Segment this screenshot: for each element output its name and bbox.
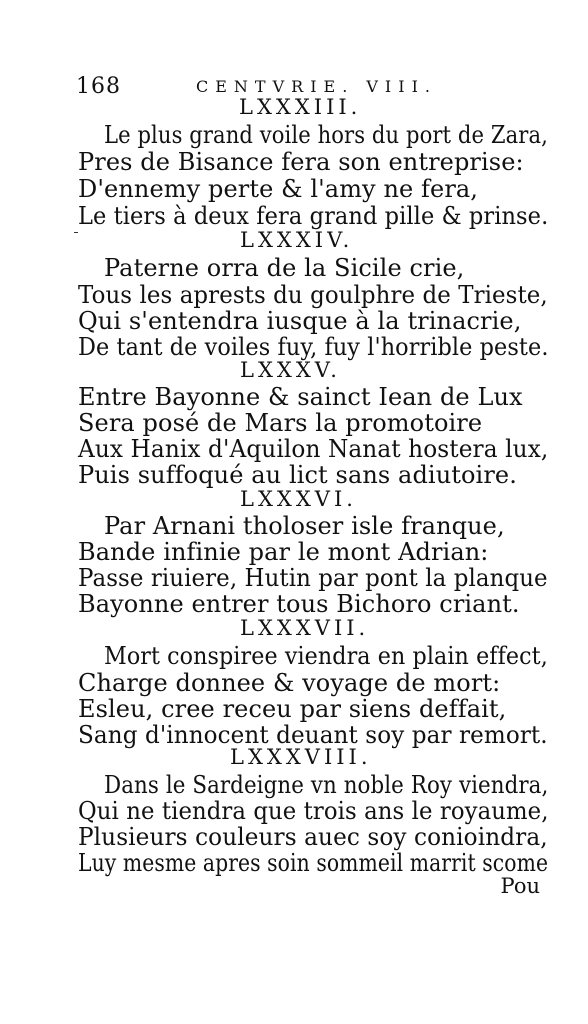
verse-line: Par Arnani tholoser isle franque,	[104, 512, 505, 540]
verse-line: De tant de voiles fuy, fuy l'horrible peste.	[78, 333, 549, 361]
verse-line: D'ennemy perte & l'amy ne fera,	[78, 175, 479, 203]
verse-line: Luy mesme apres soin sommeil marrit scome	[78, 849, 549, 877]
verse-line: Mort conspiree viendra en plain effect,	[104, 642, 548, 670]
verse-line: Esleu, cree receu par siens deffait,	[78, 695, 507, 723]
verse-line: Aux Hanix d'Aquilon Nanat hostera lux,	[78, 435, 549, 463]
verse-line: Plusieurs couleurs auec soy conioindra,	[78, 823, 548, 851]
verse-line: Tous les aprests du goulphre de Trieste,	[78, 281, 548, 309]
page-number: 168	[76, 74, 121, 99]
verse-line: Charge donnee & voyage de mort:	[78, 669, 501, 697]
verse-line: Sang d'innocent deuant soy par remort.	[78, 721, 548, 749]
verse-line: Bande infinie par le mont Adrian:	[78, 538, 489, 566]
verse-line: Pres de Bisance fera son entreprise:	[78, 148, 524, 176]
quatrain-number: LXXXV.	[240, 358, 341, 382]
verse-line: Le tiers à deux fera grand pille & prinse.	[78, 202, 549, 230]
verse-line: Sera posé de Mars la promotoire	[78, 409, 483, 437]
verse-line: Puis suffoqué au lict sans adiutoire.	[78, 461, 517, 489]
verse-line: Dans le Sardeigne vn noble Roy viendra,	[104, 771, 549, 799]
verse-line: Entre Bayonne & sainct Iean de Lux	[78, 383, 523, 411]
verse-line: Le plus grand voile hors du port de Zara,	[104, 121, 548, 149]
margin-mark	[74, 232, 78, 233]
quatrain-number: LXXXIII.	[239, 95, 362, 119]
quatrain-number: LXXXVII.	[240, 616, 370, 640]
verse-line: Passe riuiere, Hutin par pont la planque	[78, 564, 548, 592]
verse-line: Paterne orra de la Sicile crie,	[104, 254, 465, 282]
quatrain-number: LXXXIV.	[240, 228, 354, 252]
verse-line: Qui ne tiendra que trois ans le royaume,	[78, 797, 549, 825]
verse-line: Bayonne entrer tous Bichoro criant.	[78, 590, 520, 618]
verse-line: Qui s'entendra iusque à la trinacrie,	[78, 307, 522, 335]
running-head: CENTVRIE. VIII.	[196, 77, 437, 96]
quatrain-number: LXXXVIII.	[230, 745, 372, 769]
quatrain-number: LXXXVI.	[240, 487, 357, 511]
catchword: Pou	[500, 874, 540, 898]
